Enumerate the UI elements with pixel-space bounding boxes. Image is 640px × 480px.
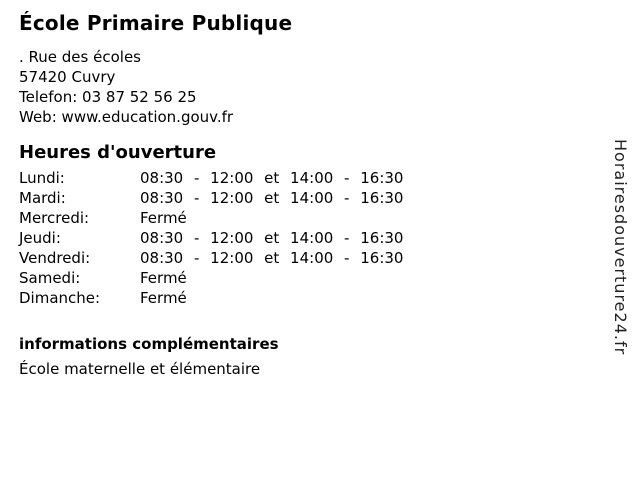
day-hours: 08:30 - 12:00 et 14:00 - 16:30 — [140, 169, 404, 187]
day-label: Jeudi: — [19, 229, 61, 247]
day-hours: 08:30 - 12:00 et 14:00 - 16:30 — [140, 229, 404, 247]
day-label: Mardi: — [19, 189, 66, 207]
phone-label: Telefon: — [19, 88, 78, 106]
hours-row-sunday — [19, 288, 640, 308]
hours-row-friday — [19, 248, 640, 268]
day-hours: Fermé — [140, 289, 187, 307]
address-street: . Rue des écoles — [19, 48, 141, 66]
address-block — [19, 47, 640, 127]
hours-row-monday — [19, 168, 640, 188]
day-hours: Fermé — [140, 269, 187, 287]
hours-table — [19, 168, 640, 308]
info-section-title: informations complémentaires — [19, 335, 279, 353]
hours-row-thursday — [19, 228, 640, 248]
day-label: Dimanche: — [19, 289, 101, 307]
phone-number: 03 87 52 56 25 — [82, 88, 197, 106]
day-label: Vendredi: — [19, 249, 91, 267]
page-title: École Primaire Publique — [19, 11, 293, 35]
web-label: Web: — [19, 108, 57, 126]
day-label: Mercredi: — [19, 209, 90, 227]
info-text: École maternelle et élémentaire — [19, 360, 261, 378]
day-label: Samedi: — [19, 269, 81, 287]
phone-line — [19, 87, 640, 107]
hours-row-wednesday — [19, 208, 640, 228]
day-hours: 08:30 - 12:00 et 14:00 - 16:30 — [140, 249, 404, 267]
address-city: 57420 Cuvry — [19, 68, 116, 86]
hours-row-saturday — [19, 268, 640, 288]
hours-section-title: Heures d'ouverture — [19, 142, 217, 163]
hours-row-tuesday — [19, 188, 640, 208]
day-hours: 08:30 - 12:00 et 14:00 - 16:30 — [140, 189, 404, 207]
business-hours-page — [0, 11, 640, 480]
day-label: Lundi: — [19, 169, 65, 187]
day-hours: Fermé — [140, 209, 187, 227]
web-line — [19, 107, 640, 127]
website-url: www.education.gouv.fr — [61, 108, 234, 126]
watermark-vertical-text: Horairesdouverture24.fr — [611, 139, 630, 356]
